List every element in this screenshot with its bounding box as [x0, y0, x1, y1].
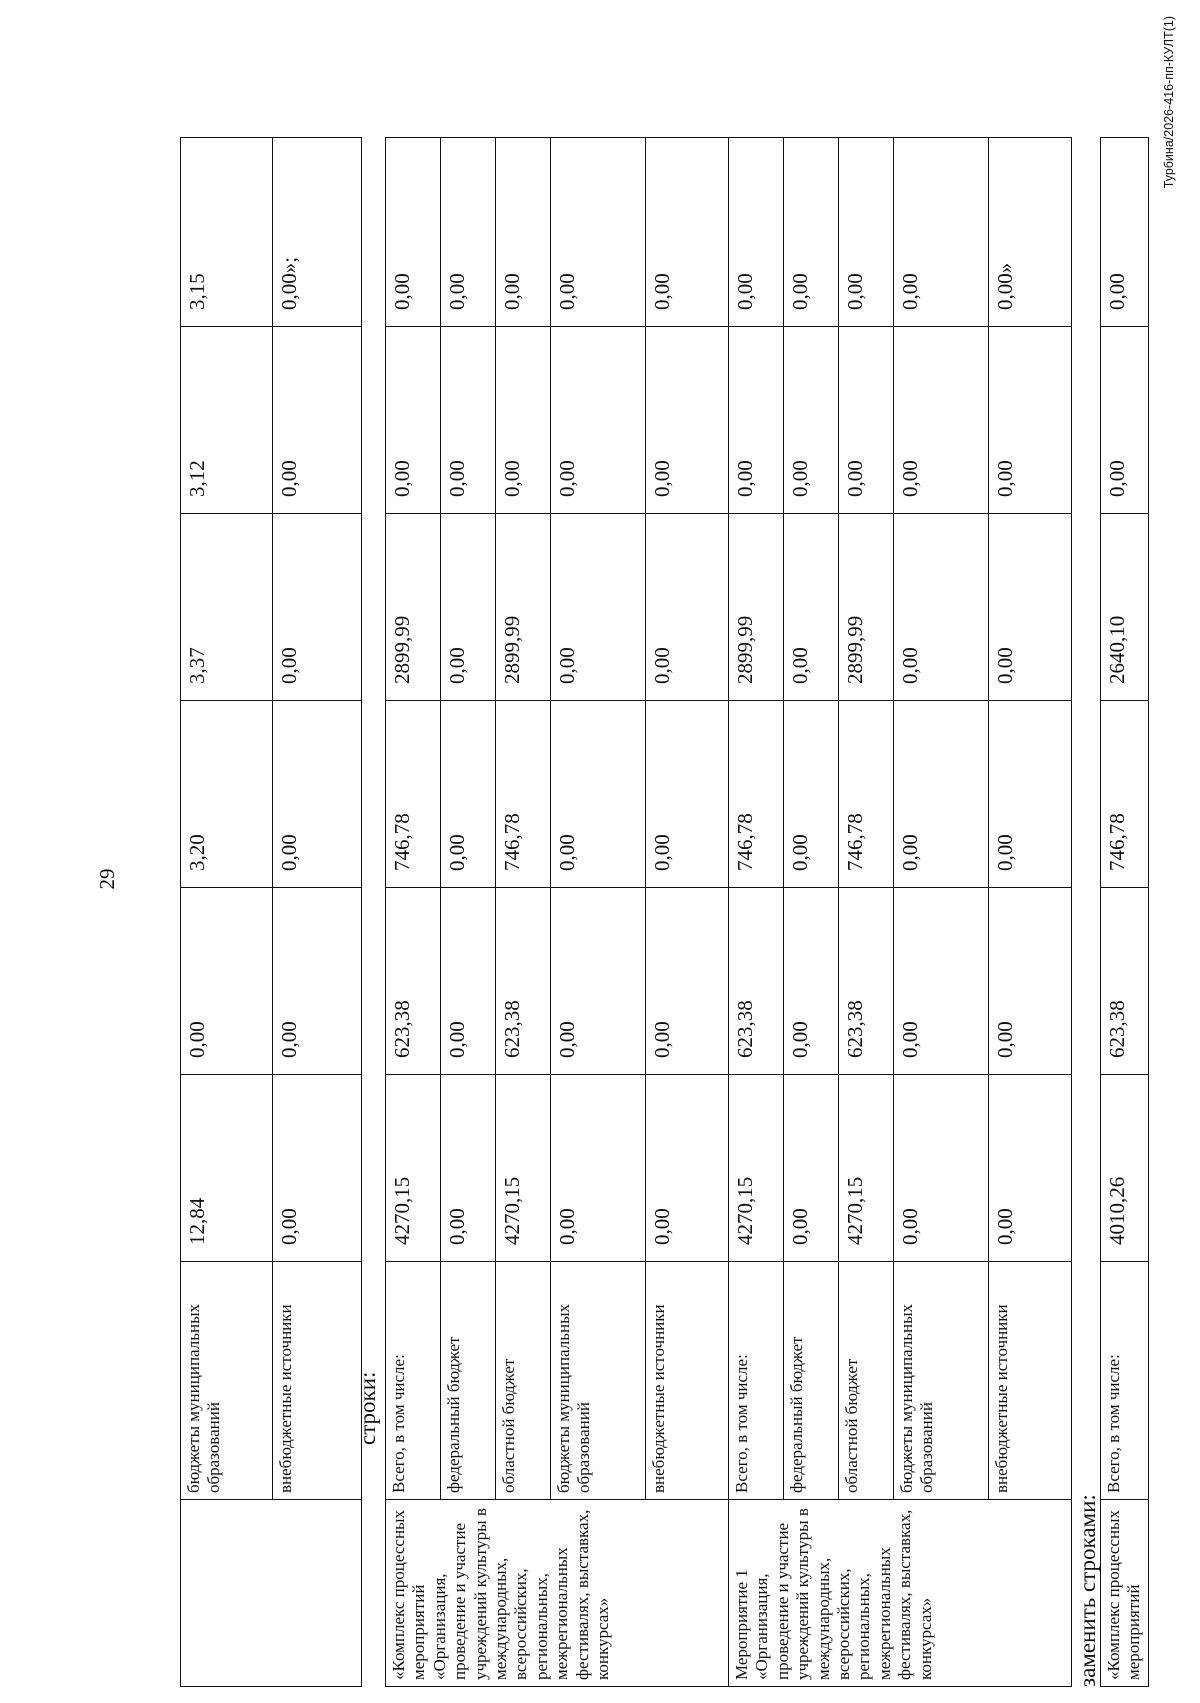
value-cell: 0,00 — [441, 138, 496, 327]
row-label: Всего, в том числе: — [1101, 1262, 1149, 1500]
value-cell: 4270,15 — [839, 1075, 894, 1262]
value-cell: 4270,15 — [729, 1075, 784, 1262]
value-cell: 0,00 — [784, 701, 839, 888]
value-cell: 2899,99 — [386, 514, 441, 701]
value-cell: 746,78 — [1101, 701, 1149, 888]
value-cell: 0,00 — [1101, 327, 1149, 514]
value-cell: 0,00 — [551, 514, 646, 701]
value-cell: 0,00 — [551, 1075, 646, 1262]
table-row — [386, 138, 441, 1687]
value-cell: 0,00 — [496, 138, 551, 327]
row-label: внебюджетные источники — [273, 1262, 362, 1500]
table-row — [181, 138, 273, 1687]
page-number: 29 — [95, 868, 119, 890]
value-cell: 623,38 — [839, 888, 894, 1075]
value-cell: 0,00 — [646, 701, 729, 888]
value-cell: 0,00 — [646, 1075, 729, 1262]
value-cell: 623,38 — [1101, 888, 1149, 1075]
value-cell: 746,78 — [729, 701, 784, 888]
value-cell: 0,00 — [441, 701, 496, 888]
row-label: областной бюджет — [839, 1262, 894, 1500]
value-cell: 0,00 — [551, 138, 646, 327]
table-row — [894, 138, 989, 1687]
value-cell: 4270,15 — [496, 1075, 551, 1262]
value-cell: 0,00» — [989, 138, 1072, 327]
value-cell: 4010,26 — [1101, 1075, 1149, 1262]
table-row — [496, 138, 551, 1687]
value-cell: 0,00 — [273, 701, 362, 888]
value-cell: 0,00 — [989, 701, 1072, 888]
value-cell: 3,12 — [181, 327, 273, 514]
value-cell: 0,00 — [989, 888, 1072, 1075]
block-title: «Комплекс процессных мероприятий «Организация, проведение и участие учреждений культуры в международных, всероссийских, региональных, межрегиональных фестивалях, выставках, конкурсах» — [386, 1500, 729, 1687]
row-label: бюджеты муниципальных образований — [181, 1262, 273, 1500]
value-cell: 0,00 — [273, 514, 362, 701]
value-cell: 0,00 — [646, 514, 729, 701]
value-cell: 0,00 — [386, 138, 441, 327]
value-cell: 623,38 — [496, 888, 551, 1075]
row-label: бюджеты муниципальных образований — [894, 1262, 989, 1500]
table-row — [646, 138, 729, 1687]
row-label: Всего, в том числе: — [386, 1262, 441, 1500]
value-cell: 12,84 — [181, 1075, 273, 1262]
value-cell: 0,00 — [441, 514, 496, 701]
row-label: областной бюджет — [496, 1262, 551, 1500]
value-cell: 0,00 — [273, 1075, 362, 1262]
value-cell: 0,00 — [894, 138, 989, 327]
value-cell: 2640,10 — [1101, 514, 1149, 701]
value-cell: 3,20 — [181, 701, 273, 888]
value-cell: 0,00 — [989, 327, 1072, 514]
value-cell: 0,00 — [894, 1075, 989, 1262]
value-cell: 0,00 — [646, 888, 729, 1075]
value-cell: 0,00 — [386, 327, 441, 514]
value-cell: 0,00 — [646, 327, 729, 514]
table-row — [729, 138, 784, 1687]
value-cell: 0,00 — [839, 327, 894, 514]
row-label: бюджеты муниципальных образований — [551, 1262, 646, 1500]
row-label: внебюджетные источники — [646, 1262, 729, 1500]
value-cell: 0,00 — [181, 888, 273, 1075]
value-cell: 0,00 — [784, 327, 839, 514]
value-cell: 0,00 — [441, 1075, 496, 1262]
value-cell: 0,00 — [894, 888, 989, 1075]
section-heading-replace: заменить строками: — [1075, 1494, 1100, 1687]
table-row — [441, 138, 496, 1687]
table-rows — [385, 137, 1072, 1687]
value-cell: 0,00 — [784, 138, 839, 327]
value-cell: 0,00 — [784, 514, 839, 701]
section-heading-rows: строки: — [355, 1371, 380, 1445]
row-label: федеральный бюджет — [441, 1262, 496, 1500]
value-cell: 0,00 — [729, 138, 784, 327]
value-cell: 0,00 — [496, 327, 551, 514]
document-code: Турбина/2026-416-пп-КУЛТ(1) — [1162, 16, 1176, 189]
table-previous-fragment — [180, 137, 362, 1687]
value-cell: 0,00 — [441, 327, 496, 514]
value-cell: 0,00 — [784, 1075, 839, 1262]
value-cell: 2899,99 — [496, 514, 551, 701]
row-label: федеральный бюджет — [784, 1262, 839, 1500]
row-label: Всего, в том числе: — [729, 1262, 784, 1500]
table-row — [1101, 138, 1149, 1687]
empty-cell — [181, 1500, 362, 1687]
value-cell: 3,15 — [181, 138, 273, 327]
value-cell: 623,38 — [386, 888, 441, 1075]
value-cell: 2899,99 — [839, 514, 894, 701]
value-cell: 0,00 — [894, 514, 989, 701]
value-cell: 0,00 — [839, 138, 894, 327]
value-cell: 0,00 — [273, 888, 362, 1075]
value-cell: 0,00 — [894, 327, 989, 514]
table-replace — [1100, 137, 1149, 1687]
value-cell: 4270,15 — [386, 1075, 441, 1262]
value-cell: 3,37 — [181, 514, 273, 701]
block-title: Мероприятие 1 «Организация, проведение и участие учреждений культуры в международных, всероссийских, региональных, межрегиональных фестивалях, выставках, конкурсах» — [729, 1500, 1072, 1687]
value-cell: 0,00 — [551, 327, 646, 514]
value-cell: 0,00 — [1101, 138, 1149, 327]
value-cell: 623,38 — [729, 888, 784, 1075]
table-row — [839, 138, 894, 1687]
table-row — [551, 138, 646, 1687]
block-title: «Комплекс процессных мероприятий — [1101, 1500, 1149, 1687]
value-cell: 0,00 — [551, 701, 646, 888]
value-cell: 746,78 — [839, 701, 894, 888]
value-cell: 0,00 — [551, 888, 646, 1075]
value-cell: 0,00 — [989, 514, 1072, 701]
value-cell: 0,00 — [646, 138, 729, 327]
value-cell: 746,78 — [386, 701, 441, 888]
value-cell: 0,00 — [729, 327, 784, 514]
value-cell: 746,78 — [496, 701, 551, 888]
table-row — [784, 138, 839, 1687]
table-row — [989, 138, 1072, 1687]
table-row — [273, 138, 362, 1687]
value-cell: 0,00»; — [273, 138, 362, 327]
value-cell: 0,00 — [894, 701, 989, 888]
value-cell: 0,00 — [989, 1075, 1072, 1262]
value-cell: 0,00 — [441, 888, 496, 1075]
value-cell: 0,00 — [273, 327, 362, 514]
row-label: внебюджетные источники — [989, 1262, 1072, 1500]
value-cell: 0,00 — [784, 888, 839, 1075]
value-cell: 2899,99 — [729, 514, 784, 701]
